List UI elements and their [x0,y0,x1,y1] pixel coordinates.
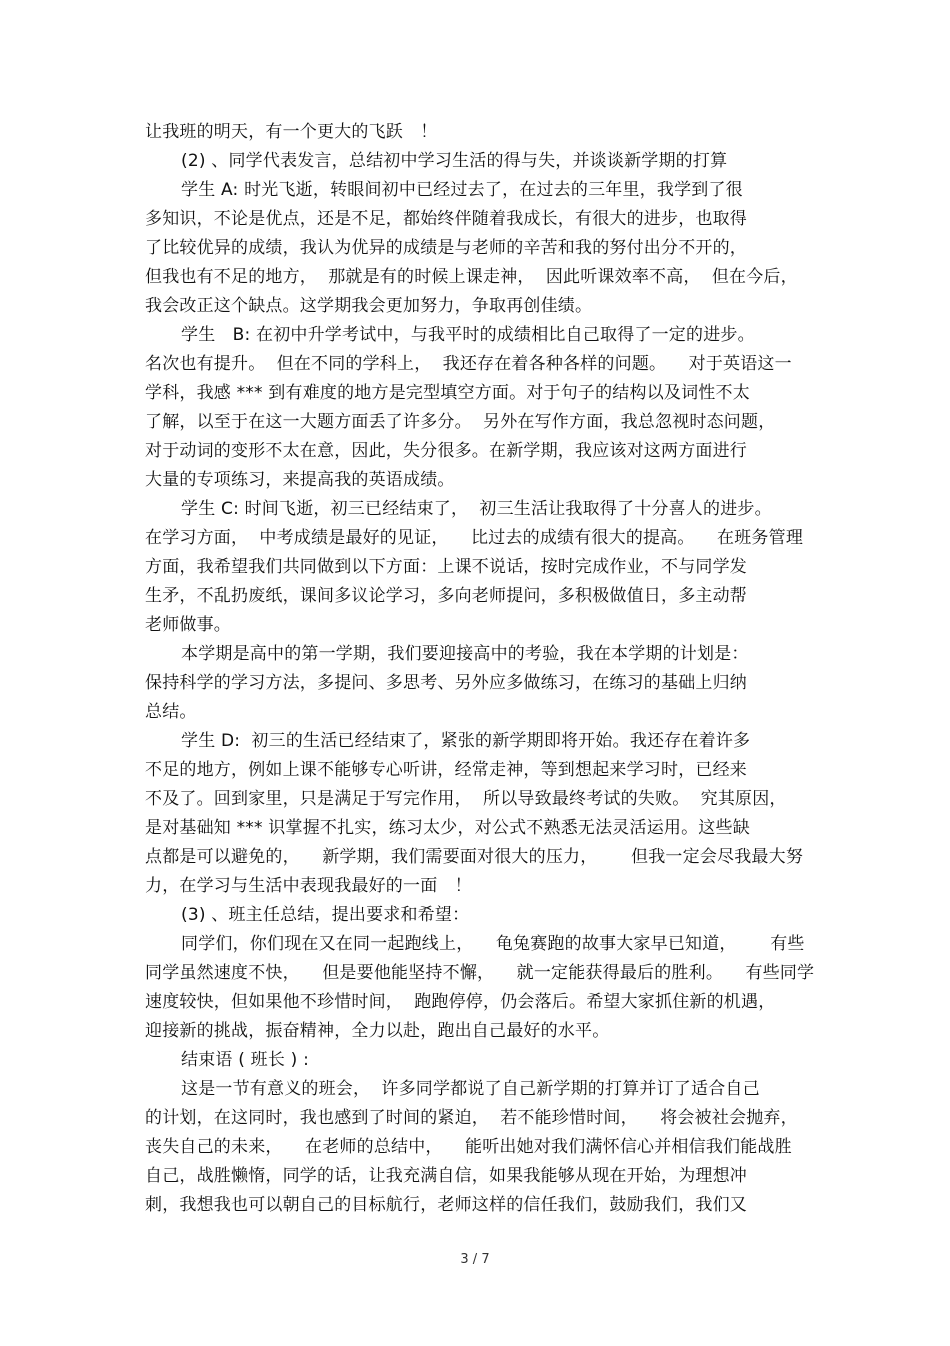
text-line: 自己，战胜懒惰，同学的话，让我充满自信，如果我能够从现在开始，为理想冲 [145,1166,747,1186]
text-line: 刺，我想我也可以朝自己的目标航行，老师这样的信任我们，鼓励我们，我们又 [145,1195,747,1215]
text-line: 了比较优异的成绩，我认为优异的成绩是与老师的辛苦和我的努付出分不开的， [145,238,747,258]
text-line: 不足的地方，例如上课不能够专心听讲，经常走神，等到想起来学习时，已经来 [145,760,747,780]
text-line: 不及了。回到家里，只是满足于写完作用， 所以导致最终考试的失败。 究其原因， [145,789,787,809]
text-line: 但我也有不足的地方， 那就是有的时候上课走神， 因此听课效率不高， 但在今后， [145,267,798,287]
text-line: 是对基础知 *** 识掌握不扎实，练习太少，对公式不熟悉无法灵活运用。这些缺 [145,818,750,838]
text-line: 老师做事。 [145,615,231,635]
page-number: 3 / 7 [460,1252,490,1267]
text-line: 对于动词的变形不太在意，因此，失分很多。在新学期，我应该对这两方面进行 [145,441,747,461]
text-line: 多知识，不论是优点，还是不足，都始终伴随着我成长，有很大的进步，也取得 [145,209,747,229]
text-line: 生矛，不乱扔废纸，课间多议论学习，多向老师提问，多积极做值日，多主动帮 [145,586,747,606]
text-line: 本学期是高中的第一学期，我们要迎接高中的考验，我在本学期的计划是： [181,644,749,664]
text-line: (3) 、班主任总结，提出要求和希望： [181,905,470,925]
text-line: 学生 D: 初三的生活已经结束了，紧张的新学期即将开始。我还存在着许多 [181,731,751,751]
text-line: 速度较快，但如果他不珍惜时间， 跑跑停停，仍会落后。希望大家抓住新的机遇， [145,992,776,1012]
text-line: 学生 B: 在初中升学考试中，与我平时的成绩相比自己取得了一定的进步。 [181,325,755,345]
text-line: 我会改正这个缺点。这学期我会更加努力，争取再创佳绩。 [145,296,593,316]
text-line: 点都是可以避免的， 新学期，我们需要面对很大的压力， 但我一定会尽我最大努 [145,847,804,867]
text-line: (2) 、同学代表发言，总结初中学习生活的得与失，并谈谈新学期的打算 [181,151,728,171]
text-line: 总结。 [145,702,197,722]
text-line: 丧失自己的未来， 在老师的总结中， 能听出她对我们满怀信心并相信我们能战胜 [145,1137,792,1157]
text-line: 这是一节有意义的班会， 许多同学都说了自己新学期的打算并订了适合自己 [181,1079,760,1099]
text-line: 学生 C: 时间飞逝，初三已经结束了， 初三生活让我取得了十分喜人的进步。 [181,499,772,519]
text-line: 学生 A: 时光飞逝，转眼间初中已经过去了，在过去的三年里，我学到了很 [181,180,743,200]
text-line: 方面，我希望我们共同做到以下方面：上课不说话，按时完成作业，不与同学发 [145,557,747,577]
text-line: 名次也有提升。 但在不同的学科上， 我还存在着各种各样的问题。 对于英语这一 [145,354,792,374]
text-line: 同学虽然速度不快， 但是要他能坚持不懈， 就一定能获得最后的胜利。 有些同学 [145,963,815,983]
text-line: 让我班的明天，有一个更大的飞跃 ！ [145,122,438,142]
text-line: 在学习方面， 中考成绩是最好的见证， 比过去的成绩有很大的提高。 在班务管理 [145,528,804,548]
text-line: 大量的专项练习，来提高我的英语成绩。 [145,470,455,490]
text-line: 迎接新的挑战，振奋精神，全力以赴，跑出自己最好的水平。 [145,1021,610,1041]
text-line: 力，在学习与生活中表现我最好的一面 ！ [145,876,472,896]
text-line: 的计划，在这同时，我也感到了时间的紧迫， 若不能珍惜时间， 将会被社会抛弃， [145,1108,798,1128]
text-line: 学科，我感 *** 到有难度的地方是完型填空方面。对于句子的结构以及词性不太 [145,383,750,403]
text-line: 同学们，你们现在又在同一起跑线上， 龟兔赛跑的故事大家早已知道， 有些 [181,934,805,954]
text-line: 了解，以至于在这一大题方面丢了许多分。 另外在写作方面，我总忽视时态问题， [145,412,776,432]
text-line: 保持科学的学习方法，多提问、多思考、另外应多做练习，在练习的基础上归纳 [145,673,747,693]
text-line: 结束语 ( 班长 ) : [181,1050,310,1070]
